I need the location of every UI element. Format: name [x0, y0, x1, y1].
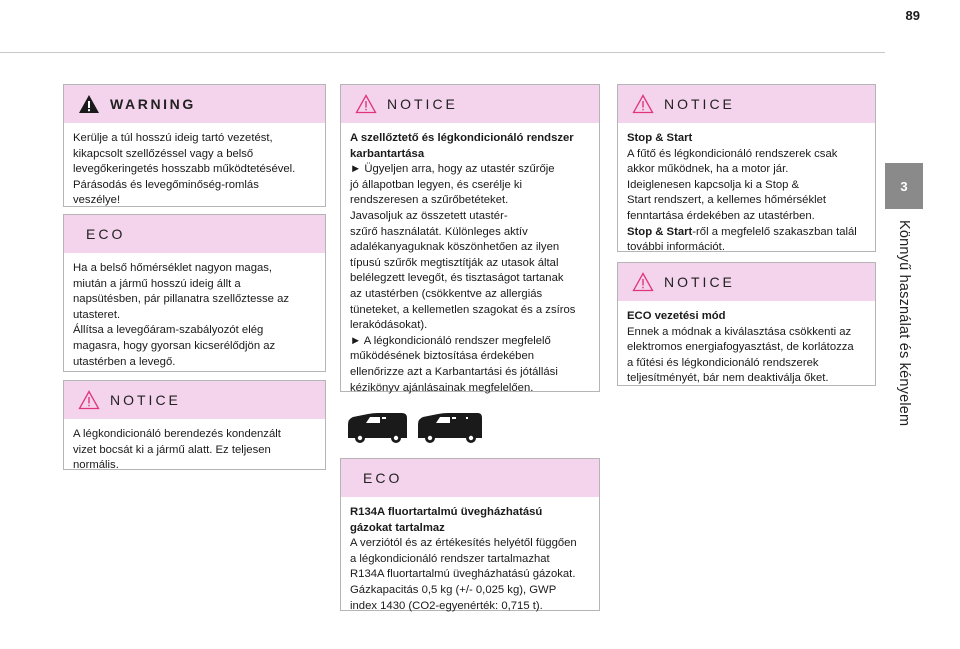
- text-line: vizet bocsát ki a jármű alatt. Ez teljesen: [73, 443, 271, 456]
- maintenance-notice-box: [340, 84, 600, 392]
- notice-icon: [78, 390, 100, 410]
- notice-header: [618, 85, 875, 123]
- eco-title: ECO: [86, 226, 126, 242]
- text-line: Ideiglenesen kapcsolja ki a Stop &: [627, 178, 800, 191]
- section-heading: gázokat tartalmaz: [350, 521, 445, 534]
- inline-text: -ről a megfelelő szakaszban talál: [692, 225, 857, 238]
- text-line: utasteret.: [73, 308, 121, 321]
- text-line: Gázkapacitás 0,5 kg (+/- 0,025 kg), GWP: [350, 583, 557, 596]
- text-line: napsütésben, pár pillanatra szellőztesse az: [73, 293, 290, 306]
- text-line: a fűtési és légkondicionáló rendszerek: [627, 356, 819, 369]
- warning-header: [64, 85, 325, 123]
- chapter-number-tab[interactable]: 3: [885, 163, 923, 209]
- eco-box: [63, 214, 326, 372]
- text-line: elektromos energiafogyasztást, de korlátozza: [627, 341, 854, 354]
- text-line: az utastérben (csökkentve az allergiás: [350, 287, 543, 300]
- stop-start-notice-box: [617, 84, 876, 252]
- notice-title: NOTICE: [664, 274, 735, 290]
- text-line: Állítsa a levegőáram-szabályozót elég: [73, 324, 264, 337]
- text-line: kézikönyv ajánlásainak megfelelően.: [350, 381, 534, 394]
- notice-icon: [632, 272, 654, 292]
- eco-title: ECO: [363, 470, 403, 486]
- text-line: rendszeresen a szűrőbetéteket.: [350, 194, 509, 207]
- refrigerant-eco-body: [341, 497, 599, 622]
- maintenance-notice-body: [341, 123, 599, 404]
- warning-body: [64, 123, 325, 217]
- section-heading: karbantartása: [350, 147, 425, 160]
- notice-box: [63, 380, 326, 470]
- text-line: akkor működnek, ha a motor jár.: [627, 163, 789, 176]
- notice-title: NOTICE: [664, 96, 735, 112]
- text-line: ellenőrizze azt a Karbantartási és jótállási: [350, 365, 558, 378]
- chapter-title: Könnyű használat és kényelem: [896, 220, 912, 427]
- refrigerant-eco-box: [340, 458, 600, 611]
- text-line: típusú szűrők megtisztítják az utasok által: [350, 256, 559, 269]
- text-line: kikapcsolt szellőzéssel vagy a belső: [73, 147, 254, 160]
- text-line: tüneteket, a kellemetlen szagokat és a zsíros: [350, 303, 576, 316]
- text-line: Ha a belső hőmérséklet nagyon magas,: [73, 262, 273, 274]
- section-heading: ECO vezetési mód: [627, 310, 726, 322]
- warning-box: [63, 84, 326, 207]
- text-line: ► A légkondicionáló rendszer megfelelő: [350, 334, 551, 347]
- page-number: 89: [905, 8, 920, 23]
- section-heading: A szellőztető és légkondicionáló rendszer: [350, 132, 574, 144]
- text-line: magasra, hogy gyorsan kicserélődjön az: [73, 339, 276, 352]
- text-line: teljesítményét, bár nem deaktiválja őket.: [627, 372, 829, 385]
- notice-header: [618, 263, 875, 301]
- text-line: utastérben a levegő.: [73, 355, 176, 368]
- van-icon: [418, 413, 482, 443]
- text-line: lerakódásokat).: [350, 319, 428, 332]
- notice-title: NOTICE: [110, 392, 181, 408]
- van-silhouettes-icon: [346, 408, 486, 444]
- van-icon: [348, 413, 407, 443]
- warning-title: WARNING: [110, 96, 196, 112]
- text-line: a légkondicionáló rendszer tartalmazhat: [350, 552, 550, 565]
- notice-header: [341, 85, 599, 123]
- text-line: [627, 225, 867, 241]
- text-line: Javasoljuk az összetett utastér-: [350, 209, 508, 222]
- notice-body: [64, 419, 325, 482]
- text-line: szűrő használatát. Különleges aktív: [350, 225, 528, 238]
- top-rule: [0, 52, 885, 53]
- text-line: Start rendszert, a kellemes hőmérséklet: [627, 194, 827, 207]
- eco-header: [341, 459, 599, 497]
- text-line: A légkondicionáló berendezés kondenzált: [73, 428, 281, 440]
- notice-header: [64, 381, 325, 419]
- text-line: index 1430 (CO2-egyenérték: 0,715 t).: [350, 599, 543, 612]
- text-line: A verziótól és az értékesítés helyétől függően: [350, 537, 577, 550]
- text-line: Párásodás és levegőminőség-romlás: [73, 178, 259, 191]
- text-line: ► Ügyeljen arra, hogy az utastér szűrője: [350, 163, 555, 176]
- notice-title: NOTICE: [387, 96, 458, 112]
- inline-bold: Stop & Start: [627, 225, 693, 238]
- text-line: adalékanyaguknak köszönhetően az ilyen: [350, 241, 560, 254]
- notice-icon: [632, 94, 654, 114]
- text-line: Kerülje a túl hosszú ideig tartó vezetést,: [73, 132, 273, 144]
- eco-header: [64, 215, 325, 253]
- text-line: normális.: [73, 459, 119, 472]
- text-line: működésének biztosítása érdekében: [350, 350, 535, 363]
- text-line: további információt.: [627, 241, 725, 254]
- section-heading: Stop & Start: [627, 132, 693, 144]
- section-heading: R134A fluortartalmú üvegházhatású: [350, 506, 543, 518]
- text-line: Ennek a módnak a kiválasztása csökkenti az: [627, 325, 852, 338]
- text-line: R134A fluortartalmú üvegházhatású gázokat.: [350, 568, 576, 581]
- text-line: levegőkeringetés hosszabb működtetésével.: [73, 163, 296, 176]
- notice-icon: [355, 94, 377, 114]
- text-line: miután a jármű hosszú ideig állt a: [73, 277, 241, 290]
- text-line: belélegzett levegőt, és tisztaságot tartanak: [350, 272, 564, 285]
- stop-start-notice-body: [618, 123, 875, 264]
- eco-mode-notice-body: [618, 301, 875, 395]
- eco-body: [64, 253, 325, 378]
- text-line: veszélye!: [73, 194, 121, 207]
- eco-mode-notice-box: [617, 262, 876, 386]
- text-line: jó állapotban legyen, és cserélje ki: [350, 178, 523, 191]
- text-line: A fűtő és légkondicionáló rendszerek csak: [627, 147, 838, 160]
- text-line: fenntartása érdekében az utastérben.: [627, 209, 815, 222]
- warning-icon: [78, 94, 100, 114]
